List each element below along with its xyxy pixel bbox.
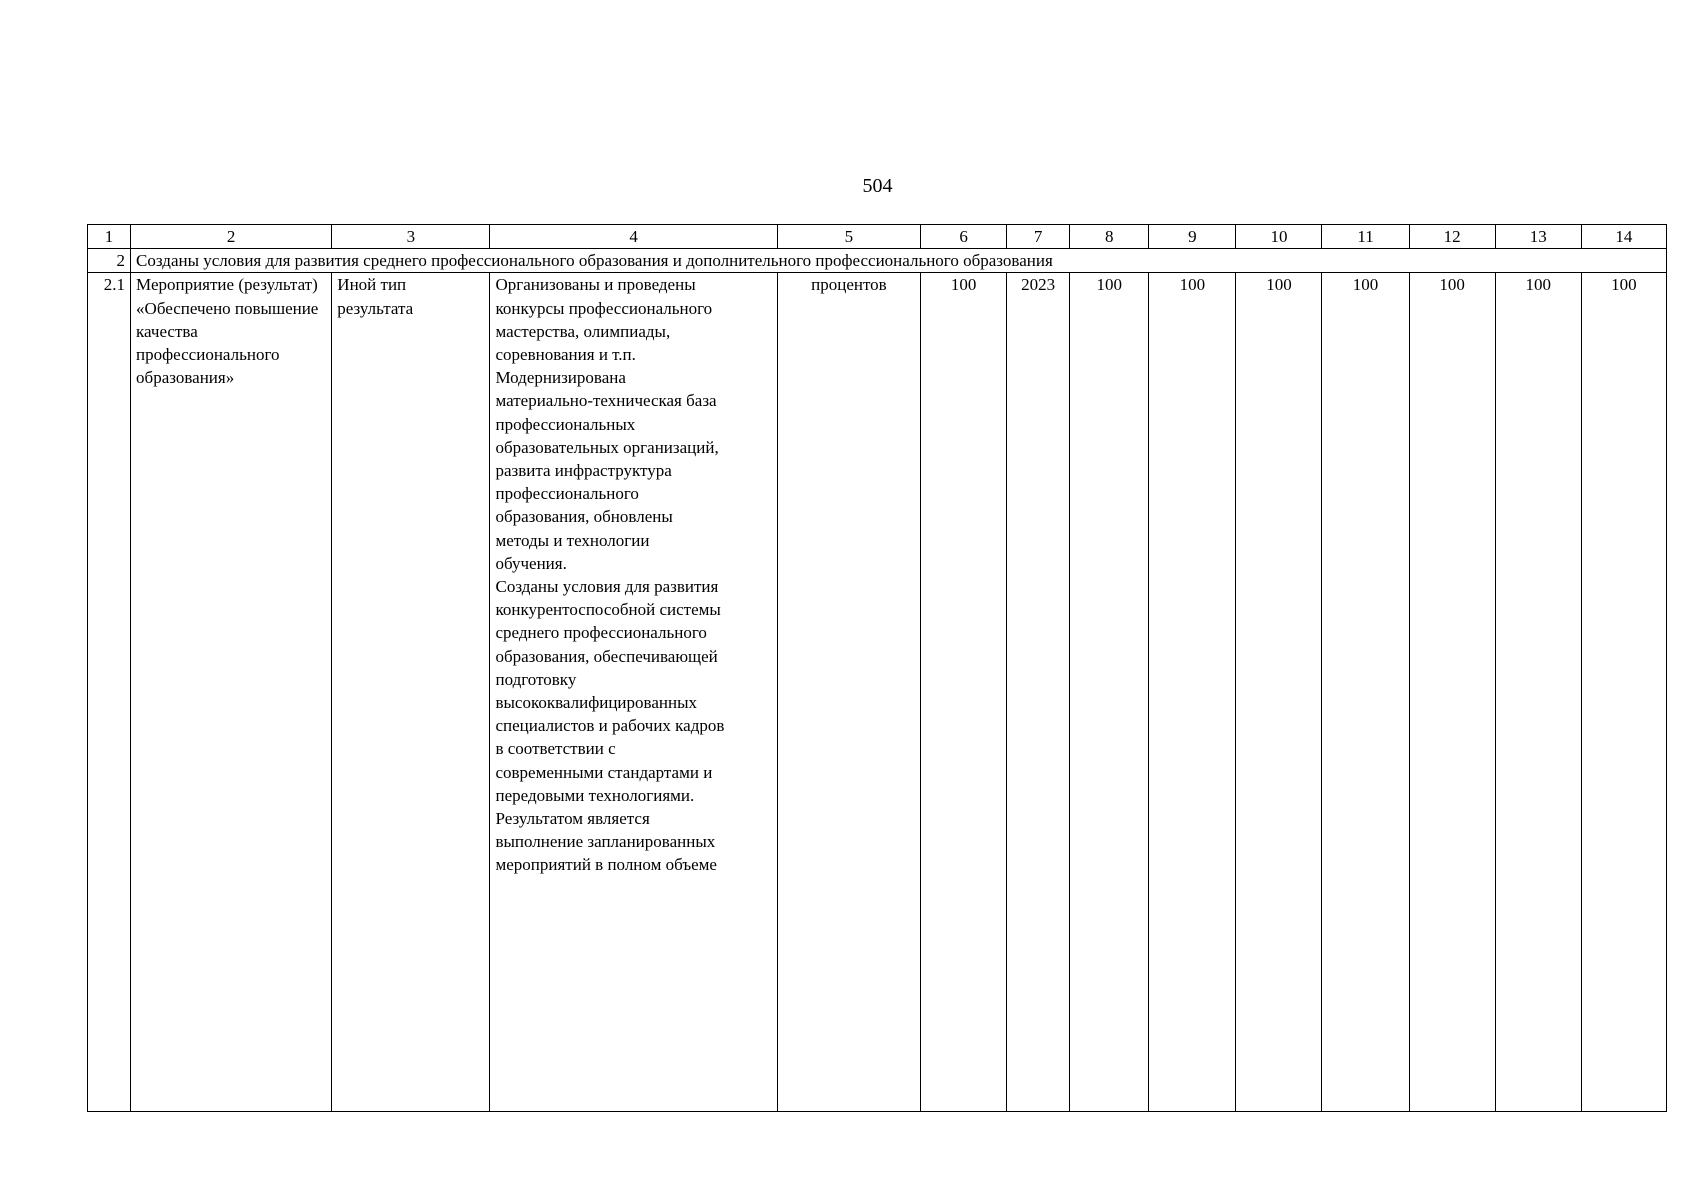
- description-line: специалистов и рабочих кадров: [495, 716, 725, 736]
- row-value: 100: [1322, 273, 1409, 1112]
- page-number: 504: [862, 175, 893, 197]
- description-line: выполнение запланированных: [495, 832, 716, 852]
- header-cell: 5: [777, 225, 920, 249]
- description-line: образования, обновлены: [495, 507, 673, 527]
- description-line: образовательных организаций,: [495, 437, 719, 457]
- row-description: [490, 273, 777, 1112]
- description-line: материально-техническая база: [495, 391, 717, 411]
- header-cell: 13: [1495, 225, 1581, 249]
- row-number: 2.1: [88, 273, 131, 1112]
- description-line: Модернизирована: [495, 368, 626, 388]
- row-base-value: 100: [921, 273, 1007, 1112]
- header-cell: 14: [1581, 225, 1666, 249]
- description-line: Результатом является: [495, 809, 650, 829]
- row-base-year: 2023: [1007, 273, 1070, 1112]
- header-row: [88, 225, 1667, 249]
- description-line: конкурсы профессионального: [495, 298, 713, 318]
- description-line: среднего профессионального: [495, 623, 707, 643]
- header-cell: 9: [1149, 225, 1236, 249]
- header-cell: 4: [490, 225, 777, 249]
- description-line: мастерства, олимпиады,: [495, 321, 671, 341]
- description-line: соревнования и т.п.: [495, 345, 636, 365]
- header-cell: 11: [1322, 225, 1409, 249]
- description-line: профессиональных: [495, 414, 636, 434]
- header-cell: 12: [1409, 225, 1495, 249]
- description-line: мероприятий в полном объеме: [495, 855, 717, 875]
- description-line: современными стандартами и: [495, 762, 713, 782]
- description-line: подготовку: [495, 669, 577, 689]
- description-line: конкурентоспособной системы: [495, 600, 721, 620]
- description-line: образования, обеспечивающей: [495, 646, 718, 666]
- results-table: [87, 224, 1667, 1112]
- row-value: 100: [1495, 273, 1581, 1112]
- description-line: Созданы условия для развития: [495, 577, 719, 597]
- description-line: профессионального: [495, 484, 639, 504]
- description-line: развита инфраструктура: [495, 461, 672, 481]
- row-name: Мероприятие (результат) «Обеспечено повышение качества профессионального образования»: [131, 273, 332, 1112]
- row-value: 100: [1149, 273, 1236, 1112]
- description-line: в соответствии с: [495, 739, 616, 759]
- description-line: методы и технологии: [495, 530, 650, 550]
- row-unit: процентов: [777, 273, 920, 1112]
- description-line: высококвалифицированных: [495, 693, 697, 713]
- description-line: передовыми технологиями.: [495, 785, 695, 805]
- table-row: [88, 273, 1667, 1112]
- description-line: обучения.: [495, 553, 567, 573]
- header-cell: 8: [1070, 225, 1149, 249]
- header-cell: 7: [1007, 225, 1070, 249]
- row-value: 100: [1581, 273, 1666, 1112]
- section-number: 2: [88, 249, 131, 273]
- header-cell: 1: [88, 225, 131, 249]
- description-line: Организованы и проведены: [495, 275, 696, 295]
- header-cell: 10: [1236, 225, 1322, 249]
- row-value: 100: [1070, 273, 1149, 1112]
- header-cell: 6: [921, 225, 1007, 249]
- section-row: [88, 249, 1667, 273]
- row-value: 100: [1236, 273, 1322, 1112]
- section-title: Созданы условия для развития среднего профессионального образования и дополнительного профессионального образования: [131, 249, 1667, 273]
- row-value: 100: [1409, 273, 1495, 1112]
- row-type: Иной тип результата: [332, 273, 490, 1112]
- header-cell: 2: [131, 225, 332, 249]
- header-cell: 3: [332, 225, 490, 249]
